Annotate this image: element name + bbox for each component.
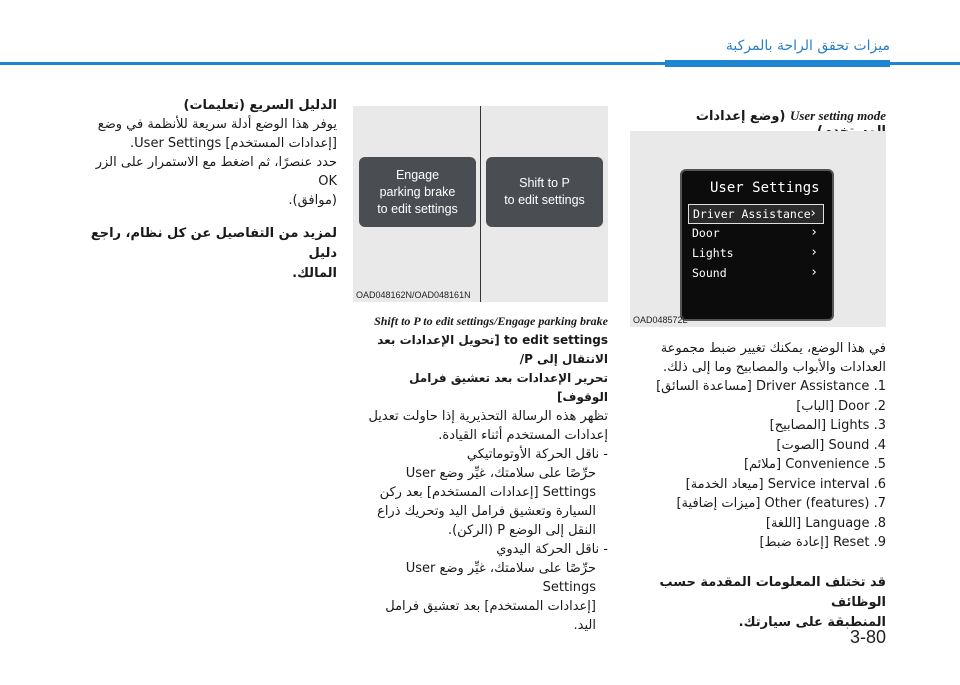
- bullet-automatic: [355, 445, 608, 540]
- paragraph-line: يوفر هذا الوضع أدلة سريعة للأنظمة في وضع: [97, 117, 337, 132]
- intro-paragraph: [630, 339, 886, 377]
- list-en: Sound: [828, 437, 870, 453]
- list-en: Lights: [830, 418, 870, 433]
- list-number: 9.: [873, 535, 886, 550]
- note-line: المنطبقة على سيارتك.: [738, 614, 886, 630]
- list-number: 5.: [873, 457, 886, 472]
- bullet-line: - ناقل الحركة الأوتوماتيكي: [466, 447, 608, 462]
- list-item: [630, 514, 886, 534]
- bullet-manual: [355, 540, 608, 635]
- bullet-line: حرِّصًا على سلامتك، غيِّر وضع User Settings: [405, 561, 596, 595]
- message-line: parking brake: [379, 184, 456, 199]
- chevron-right-icon: ›: [809, 206, 817, 221]
- left-column: [75, 96, 337, 284]
- list-en: Service interval: [767, 476, 870, 492]
- chevron-right-icon: ›: [810, 245, 818, 260]
- list-item: [630, 377, 886, 397]
- list-item: [630, 494, 886, 514]
- list-en: Door: [838, 398, 870, 414]
- menu-item-driver-assistance[interactable]: [688, 204, 824, 224]
- settings-list: [630, 377, 886, 553]
- bullet-line: Settings [إعدادات المستخدم] بعد ركن: [379, 485, 596, 500]
- bullet-line: السيارة وتعشيق فرامل اليد وتحريك ذراع: [377, 504, 596, 519]
- list-item: [630, 397, 886, 417]
- bullet-line: اليد.: [573, 618, 596, 633]
- menu-item-label: Door: [692, 226, 720, 240]
- menu-item-label: Lights: [692, 246, 734, 260]
- list-ar: [ميزات إضافية]: [676, 496, 761, 511]
- list-en: Other (features): [764, 496, 870, 511]
- list-item: [630, 475, 886, 495]
- figure-code: OAD048162N/OAD048161N: [356, 290, 471, 300]
- bullet-line: النقل إلى الوضع P (الركن).: [447, 523, 596, 538]
- note-line: المالك.: [292, 266, 337, 281]
- list-item: [630, 436, 886, 456]
- paragraph-line: حدد عنصرًا، ثم اضغط مع الاستمرار على الزر OK: [95, 155, 337, 189]
- message-line: to edit settings: [504, 193, 585, 207]
- list-number: 3.: [873, 418, 886, 433]
- menu-item-door[interactable]: [692, 224, 824, 242]
- bullet-line: - ناقل الحركة اليدوي: [496, 542, 608, 557]
- note-line: لمزيد من التفاصيل عن كل نظام، راجع دليل: [90, 226, 337, 261]
- paragraph-line: [إعدادات المستخدم] User Settings.: [130, 136, 337, 151]
- figure-caption: [355, 312, 608, 407]
- heading-ar-text: وضع إعدادات: [695, 109, 780, 124]
- warning-paragraph: [355, 407, 608, 445]
- list-number: 1.: [873, 379, 886, 394]
- menu-item-lights[interactable]: [692, 244, 824, 262]
- list-item: [630, 533, 886, 553]
- list-ar: [الصوت]: [776, 437, 825, 453]
- page-number: 3-80: [849, 627, 886, 647]
- paragraph-line: تظهر هذه الرسالة التحذيرية إذا حاولت تعديل: [368, 409, 608, 424]
- menu-item-sound[interactable]: [692, 264, 824, 282]
- list-number: 8.: [873, 515, 886, 531]
- list-number: 6.: [873, 476, 886, 492]
- menu-item-label: Driver Assistance: [693, 207, 811, 221]
- parking-warning-figure: [353, 106, 608, 302]
- paragraph-line: إعدادات المستخدم أثناء القيادة.: [438, 428, 608, 443]
- message-line: to edit settings: [377, 201, 458, 216]
- middle-column: [355, 312, 608, 635]
- quick-guide-paragraph: [75, 115, 337, 210]
- list-ar: [اللغة]: [765, 515, 802, 531]
- list-ar: [ميعاد الخدمة]: [685, 476, 764, 492]
- caption-line: تحرير الإعدادات بعد تعشيق فرامل الوقوف]: [409, 371, 608, 404]
- note-line: قد تختلف المعلومات المقدمة حسب الوظائف: [659, 574, 886, 610]
- list-number: 2.: [873, 398, 886, 414]
- list-ar: [الباب]: [796, 398, 835, 414]
- bullet-line: حرِّصًا على سلامتك، غيِّر وضع User: [405, 466, 596, 481]
- list-en: Reset: [833, 535, 870, 550]
- figure-code: OAD048572L: [633, 315, 688, 325]
- intro-line: في هذا الوضع، يمكنك تغيير ضبط مجموعة: [660, 341, 886, 356]
- header-rule-accent: [665, 60, 890, 67]
- caption-en: Shift to P to edit settings/Engage parking brake: [374, 314, 608, 328]
- paragraph-line: (موافق).: [288, 193, 337, 208]
- menu-title: User Settings: [710, 180, 820, 196]
- shift-to-p-message: [486, 157, 603, 227]
- heading-ar: (وضع إعدادات: [696, 109, 886, 139]
- settings-note: [630, 573, 886, 633]
- quick-guide-note: [75, 224, 337, 284]
- list-ar: [مساعدة السائق]: [656, 379, 752, 394]
- intro-line: العدادات والأبواب والمصابيح وما إلى ذلك.: [662, 360, 886, 375]
- chevron-right-icon: ›: [810, 225, 818, 240]
- bullet-line: [إعدادات المستخدم] بعد تعشيق فرامل: [385, 599, 596, 614]
- page-header-title: ميزات تحقق الراحة بالمركبة: [725, 38, 890, 54]
- list-ar: [ملائم]: [743, 457, 782, 472]
- user-settings-screen: [680, 169, 834, 321]
- heading-en: User setting mode: [789, 108, 886, 123]
- list-ar: [إعادة ضبط]: [759, 535, 829, 550]
- engage-brake-message: [359, 157, 476, 227]
- list-en: Language: [805, 515, 870, 531]
- list-item: [630, 455, 886, 475]
- list-number: 4.: [873, 437, 886, 453]
- user-settings-figure: [630, 131, 886, 327]
- list-item: [630, 416, 886, 436]
- list-ar: [المصابيح]: [769, 418, 827, 433]
- list-en: Driver Assistance: [756, 379, 870, 394]
- figure-divider: [480, 106, 481, 302]
- right-column: [630, 339, 886, 633]
- list-en: Convenience: [785, 457, 870, 472]
- message-line: Shift to P: [519, 176, 570, 190]
- caption-line: to edit settings [تحويل الإعدادات بعد الانتقال إلى P/: [377, 333, 608, 366]
- quick-guide-heading: الدليل السريع (تعليمات): [183, 98, 337, 113]
- header-rule: [0, 62, 960, 65]
- list-number: 7.: [873, 496, 886, 511]
- menu-item-label: Sound: [692, 266, 727, 280]
- message-line: Engage: [395, 167, 440, 182]
- chevron-right-icon: ›: [810, 265, 818, 280]
